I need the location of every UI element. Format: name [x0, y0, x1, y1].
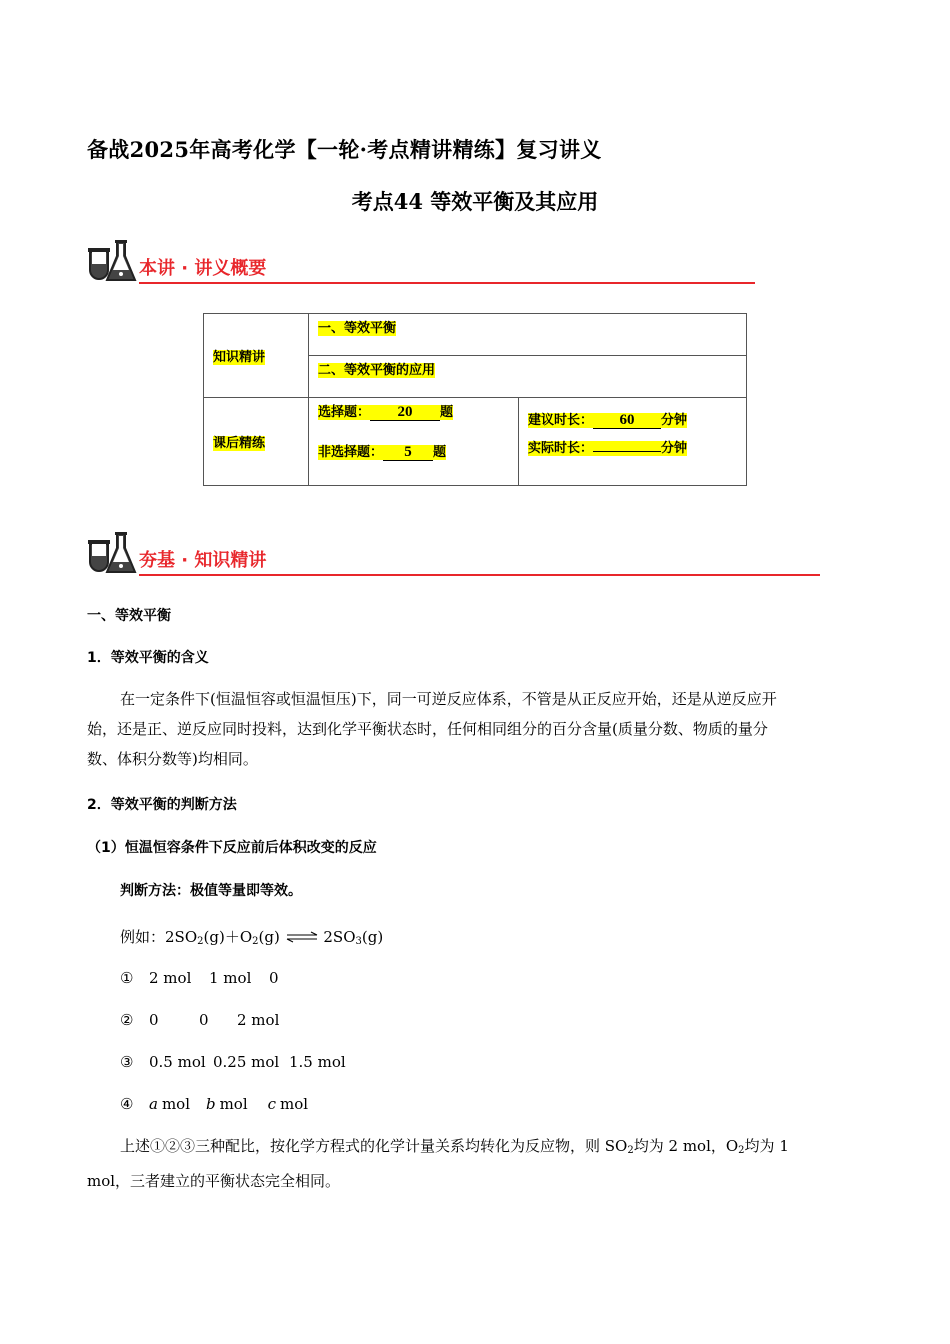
row-label-practice: 课后精练 — [204, 398, 309, 486]
chemistry-flask-icon — [87, 532, 137, 576]
reaction-equation: 例如：$2SO_2(g)+O_2(g)$ $2SO_3(g)$ — [120, 928, 384, 947]
section-header-overview — [87, 240, 757, 290]
section-title-overview: 本讲 · 讲义概要 — [139, 258, 267, 279]
choice-count: 20 — [370, 405, 440, 421]
ratio-row: ③ 0.5 mol 0.25 mol 1.5 mol — [120, 1053, 346, 1071]
document-subtitle: 考点44 等效平衡及其应用 — [351, 189, 599, 214]
nonchoice-count: 5 — [383, 445, 433, 461]
ratio-row: ④ a mol b mol c mol — [120, 1095, 309, 1113]
row-label-knowledge: 知识精讲 — [204, 314, 309, 398]
heading-constant-tv: （1）恒温恒容条件下反应前后体积改变的反应 — [87, 840, 377, 856]
section-header-knowledge — [87, 532, 822, 582]
section-divider — [139, 574, 820, 576]
heading-meaning: 1．等效平衡的含义 — [87, 650, 209, 666]
section-title-knowledge: 夯基 · 知识精讲 — [139, 550, 267, 571]
overview-table — [203, 313, 747, 486]
heading-judgment-method: 2．等效平衡的判断方法 — [87, 797, 237, 813]
time-info: 建议时长： 60 分钟 实际时长： 分钟 — [519, 398, 747, 486]
document-title: 备战2025年高考化学【一轮·考点精讲精练】复习讲义 — [87, 137, 602, 162]
section-divider — [139, 282, 755, 284]
suggested-duration: 60 — [593, 413, 661, 429]
knowledge-item-2: 二、等效平衡的应用 — [309, 356, 747, 398]
question-counts: 选择题： 20 题 非选择题： 5 题 — [309, 398, 519, 486]
reversible-arrow-icon — [285, 930, 319, 944]
heading-equivalent-equilibrium: 一、等效平衡 — [87, 608, 171, 624]
ratio-row: ② 0 0 2 mol — [120, 1011, 280, 1029]
paragraph-conclusion: 上述①②③三种配比，按化学方程式的化学计量关系均转化为反应物，则 $SO_2$均为 2 mol，$O_2$均为 1 mol，三者建立的平衡状态完全相同。 — [87, 1137, 789, 1190]
ratio-row: ① 2 mol 1 mol 0 — [120, 969, 279, 987]
paragraph-definition: 在一定条件下(恒温恒容或恒温恒压)下，同一可逆反应体系，不管是从正反应开始，还是从逆反应开 始，还是正、逆反应同时投料，达到化学平衡状态时，任何相同组分的百分含量(质量分数、物质的量分 数、体积分数等)均相同。 — [87, 690, 777, 768]
method-statement: 判断方法：极值等量即等效。 — [120, 883, 302, 899]
actual-duration — [593, 451, 661, 452]
knowledge-item-1: 一、等效平衡 — [309, 314, 747, 356]
chemistry-flask-icon — [87, 240, 137, 284]
